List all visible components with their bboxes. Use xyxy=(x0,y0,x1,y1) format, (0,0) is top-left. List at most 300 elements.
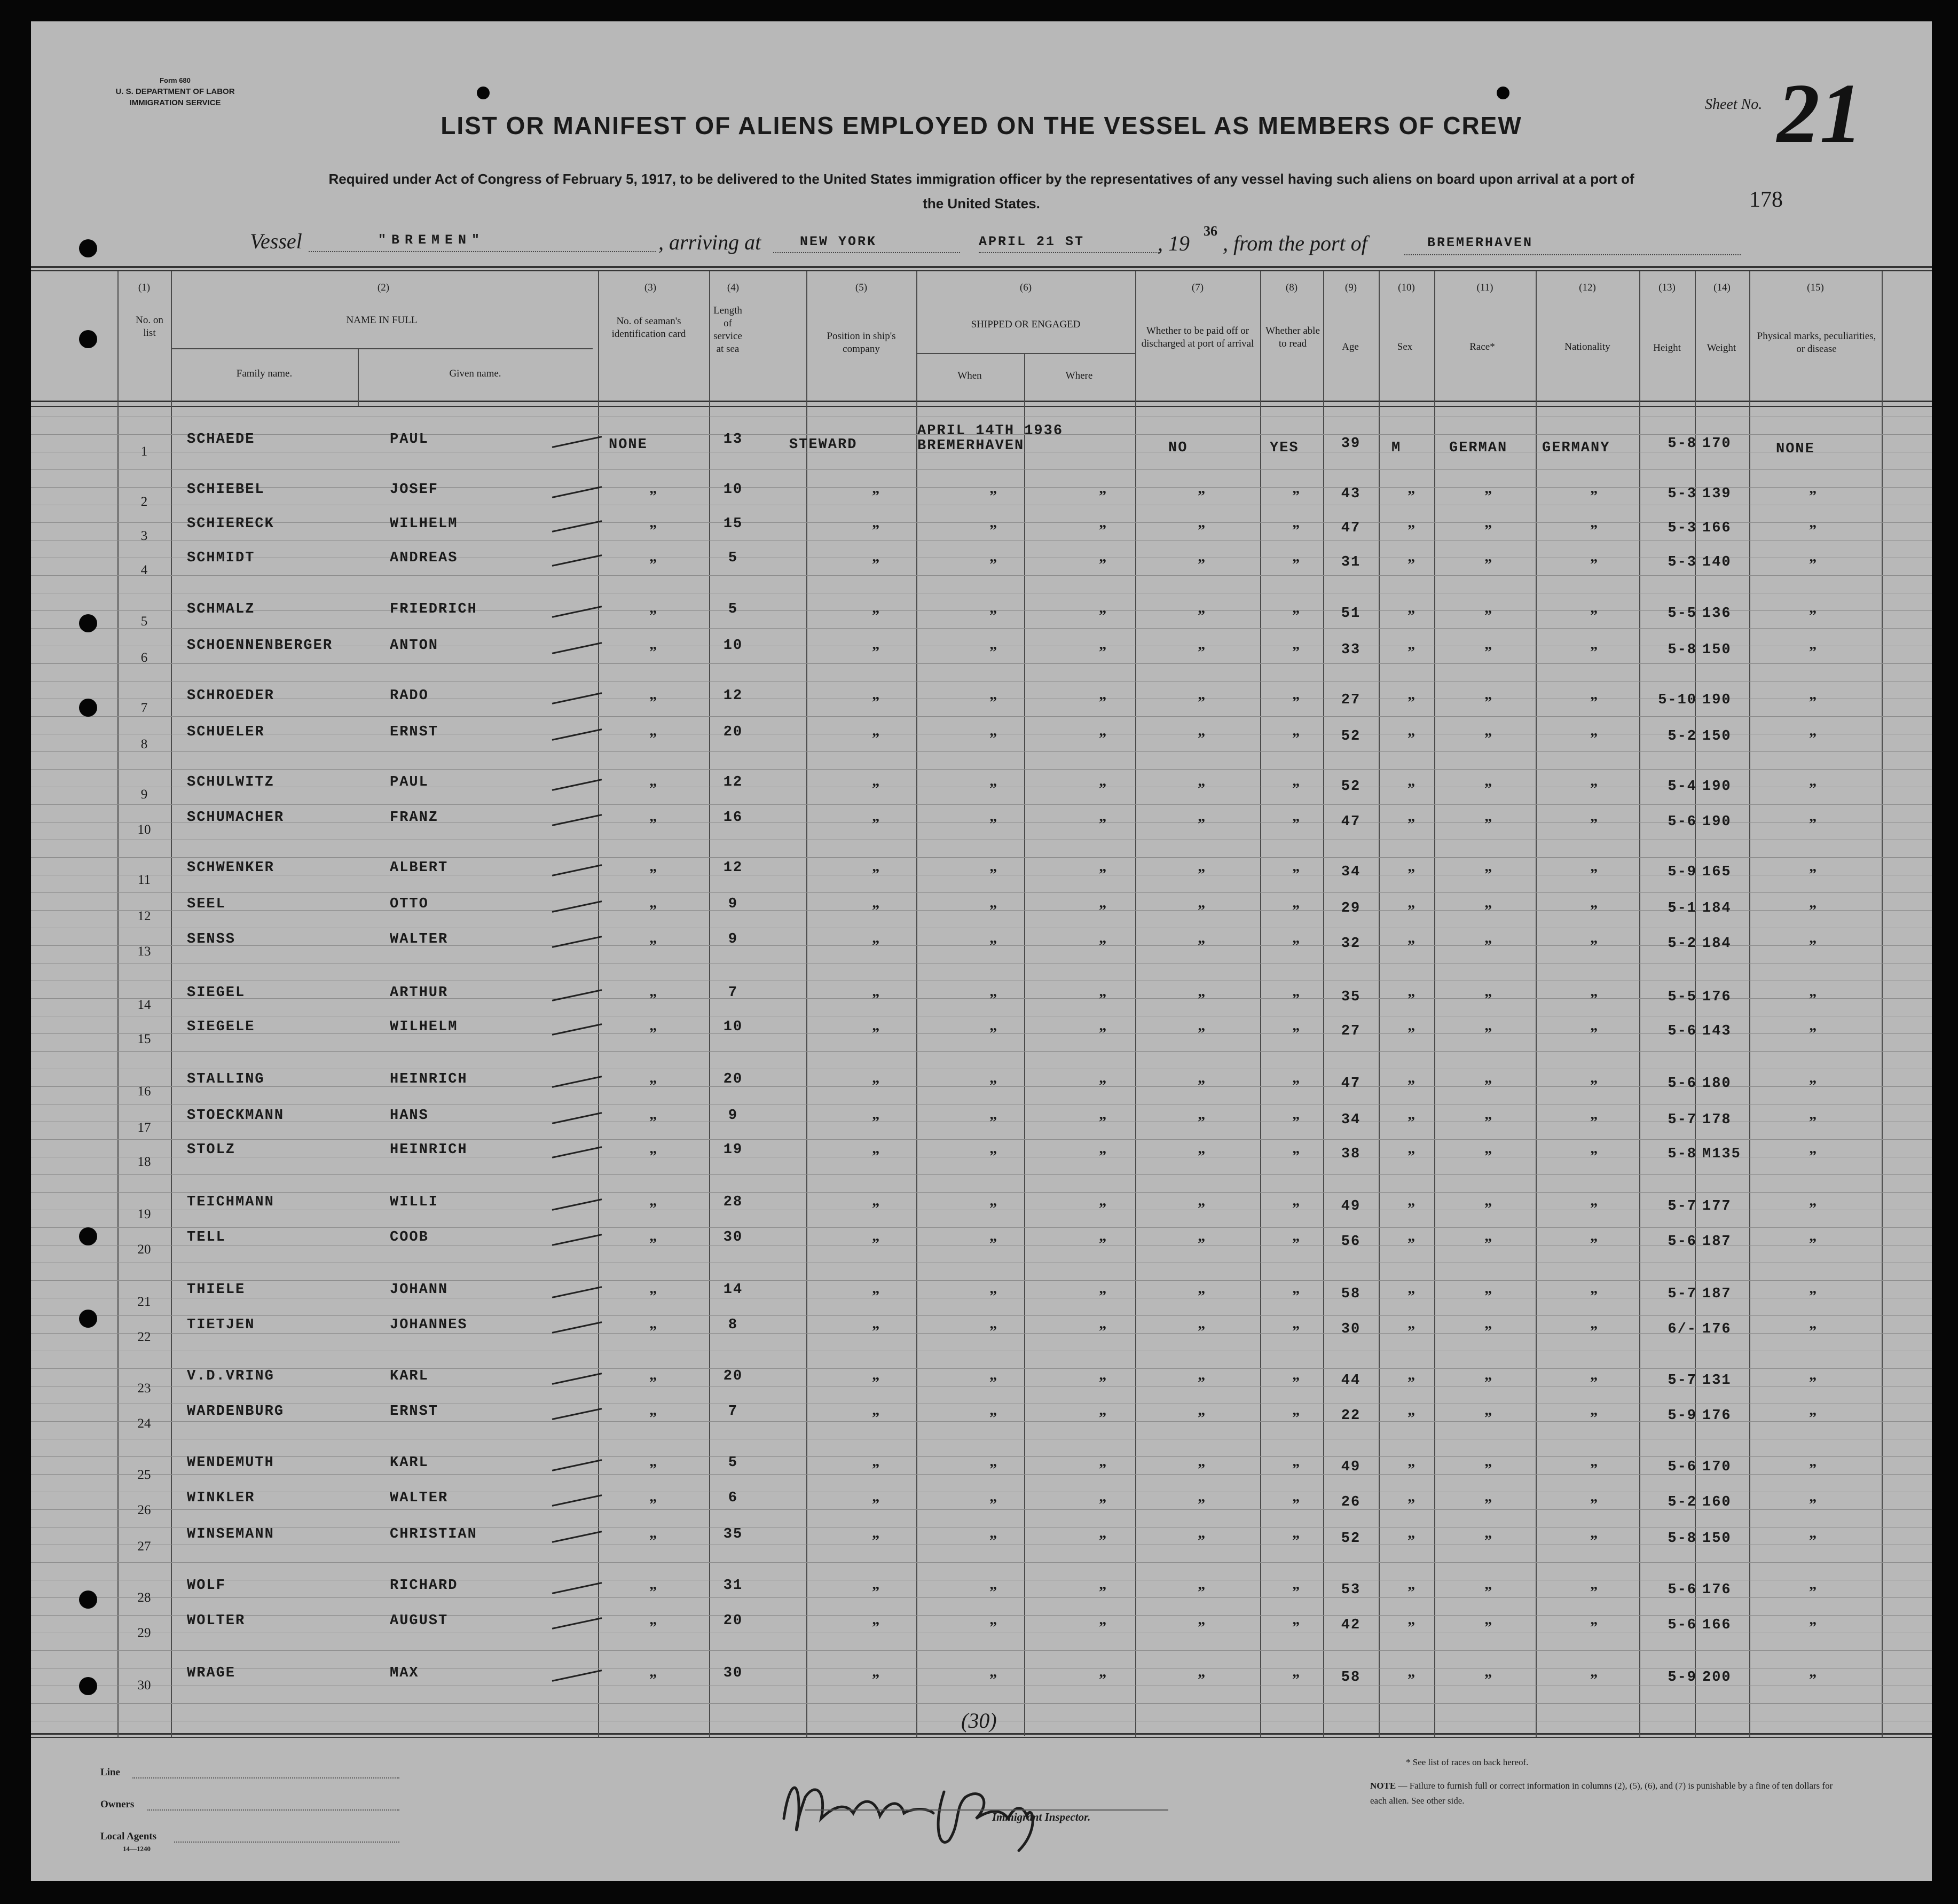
ruled-line xyxy=(31,628,1932,629)
pencil-check-mark xyxy=(552,779,602,791)
ditto-mark: ” xyxy=(1484,903,1492,919)
inspector-signature xyxy=(768,1760,1067,1856)
id-card-value: NONE xyxy=(609,437,648,453)
ditto-mark: ” xyxy=(1407,694,1415,711)
ditto-mark: ” xyxy=(649,991,657,1008)
given-name: HEINRICH xyxy=(390,1071,468,1087)
height: 6/- xyxy=(1668,1321,1697,1337)
length-of-service: 5 xyxy=(728,1455,738,1471)
ditto-mark: ” xyxy=(649,1619,657,1636)
age: 47 xyxy=(1341,1076,1361,1092)
length-of-service: 9 xyxy=(728,1108,738,1124)
ditto-mark: ” xyxy=(1484,1672,1492,1688)
ditto-mark: ” xyxy=(872,1672,879,1688)
length-of-service: 12 xyxy=(723,688,743,704)
header-length-of-service: Length of service at sea xyxy=(713,305,742,355)
ditto-mark: ” xyxy=(1099,1672,1106,1688)
ditto-mark: ” xyxy=(1809,866,1817,883)
row-number: 10 xyxy=(137,822,151,837)
weight: 190 xyxy=(1702,814,1732,830)
ruled-line xyxy=(31,1051,1932,1052)
ditto-mark: ” xyxy=(872,781,879,797)
row-number: 4 xyxy=(140,563,148,577)
column-rule xyxy=(1434,271,1435,1737)
ditto-mark: ” xyxy=(872,1584,879,1601)
length-of-service: 20 xyxy=(723,724,743,740)
pencil-check-mark xyxy=(552,1286,602,1298)
ditto-mark: ” xyxy=(989,488,997,505)
length-of-service: 35 xyxy=(723,1526,743,1542)
ditto-mark: ” xyxy=(1292,866,1300,883)
ditto-mark: ” xyxy=(1198,1410,1205,1427)
row-number: 5 xyxy=(140,614,148,629)
given-name: ALBERT xyxy=(390,860,449,876)
header-height: Height xyxy=(1653,342,1681,354)
ditto-mark: ” xyxy=(1099,1375,1106,1391)
ditto-mark: ” xyxy=(872,1323,879,1340)
ditto-mark: ” xyxy=(649,781,657,797)
weight: 170 xyxy=(1702,436,1732,452)
age: 39 xyxy=(1341,436,1361,452)
ruled-line xyxy=(31,663,1932,664)
nationality-value: GERMANY xyxy=(1542,440,1610,456)
ditto-mark: ” xyxy=(649,866,657,883)
ditto-mark: ” xyxy=(1099,1410,1106,1427)
height: 5-3 xyxy=(1668,486,1697,502)
ditto-mark: ” xyxy=(989,781,997,797)
ditto-mark: ” xyxy=(872,903,879,919)
ditto-mark: ” xyxy=(989,991,997,1008)
ditto-mark: ” xyxy=(1590,816,1598,833)
stamp-number: 178 xyxy=(1749,187,1783,212)
ditto-mark: ” xyxy=(1292,781,1300,797)
weight: 150 xyxy=(1702,642,1732,658)
length-of-service: 5 xyxy=(728,601,738,617)
family-name: WOLTER xyxy=(187,1613,246,1629)
row-number: 12 xyxy=(137,909,151,923)
age: 30 xyxy=(1341,1321,1361,1337)
owners-field xyxy=(147,1809,399,1811)
ditto-mark: ” xyxy=(1099,1078,1106,1094)
age: 42 xyxy=(1341,1617,1361,1633)
ditto-mark: ” xyxy=(1099,991,1106,1008)
height: 5-6 xyxy=(1668,1459,1697,1475)
ditto-mark: ” xyxy=(1198,1619,1205,1636)
ditto-mark: ” xyxy=(1484,1584,1492,1601)
given-name: HANS xyxy=(390,1108,429,1124)
height: 5-8 xyxy=(1668,642,1697,658)
column-number: (12) xyxy=(1579,282,1596,293)
height: 5-2 xyxy=(1668,728,1697,745)
age: 43 xyxy=(1341,486,1361,502)
family-name: SEEL xyxy=(187,896,226,912)
height: 5-6 xyxy=(1668,1076,1697,1092)
family-name: SENSS xyxy=(187,931,236,947)
given-name: HEINRICH xyxy=(390,1142,468,1158)
ruled-line xyxy=(31,769,1932,770)
ditto-mark: ” xyxy=(1099,1114,1106,1131)
ditto-mark: ” xyxy=(989,1078,997,1094)
ditto-mark: ” xyxy=(872,1148,879,1165)
height: 5-9 xyxy=(1668,1670,1697,1686)
pencil-check-mark xyxy=(552,814,602,826)
length-of-service: 9 xyxy=(728,931,738,947)
header-sex: Sex xyxy=(1397,341,1413,352)
length-of-service: 16 xyxy=(723,810,743,826)
column-number: (1) xyxy=(138,282,151,293)
ditto-mark: ” xyxy=(1809,608,1817,624)
age: 44 xyxy=(1341,1373,1361,1389)
ditto-mark: ” xyxy=(1484,557,1492,573)
weight: 190 xyxy=(1702,692,1732,708)
ditto-mark: ” xyxy=(989,1584,997,1601)
pencil-check-mark xyxy=(552,936,602,948)
age: 56 xyxy=(1341,1234,1361,1250)
pencil-check-mark xyxy=(552,728,602,741)
column-rule xyxy=(1749,271,1750,1737)
ditto-mark: ” xyxy=(1198,557,1205,573)
family-name: TIETJEN xyxy=(187,1317,255,1333)
pencil-check-mark xyxy=(552,989,602,1001)
length-of-service: 10 xyxy=(723,1019,743,1035)
column-rule xyxy=(1379,271,1380,1737)
ditto-mark: ” xyxy=(1292,557,1300,573)
family-name: WOLF xyxy=(187,1578,226,1594)
agents-label: Local Agents xyxy=(100,1831,157,1842)
ditto-mark: ” xyxy=(1590,1288,1598,1305)
age: 33 xyxy=(1341,642,1361,658)
ditto-mark: ” xyxy=(1198,644,1205,661)
age: 27 xyxy=(1341,692,1361,708)
given-name: WILLI xyxy=(390,1194,439,1210)
weight: 184 xyxy=(1702,936,1732,952)
ditto-mark: ” xyxy=(1809,1148,1817,1165)
given-name: ARTHUR xyxy=(390,985,449,1001)
ditto-mark: ” xyxy=(1590,991,1598,1008)
ditto-mark: ” xyxy=(1809,1461,1817,1478)
manifest-sheet xyxy=(31,21,1932,1881)
arrival-port-value: NEW YORK xyxy=(800,234,877,249)
binder-hole xyxy=(79,699,97,717)
ditto-mark: ” xyxy=(872,816,879,833)
ditto-mark: ” xyxy=(989,1288,997,1305)
length-of-service: 10 xyxy=(723,638,743,654)
ditto-mark: ” xyxy=(1292,1148,1300,1165)
ditto-mark: ” xyxy=(1590,1323,1598,1340)
ditto-mark: ” xyxy=(1407,1114,1415,1131)
ditto-mark: ” xyxy=(1407,1323,1415,1340)
arrival-date-value: APRIL 21 ST xyxy=(979,234,1085,249)
ditto-mark: ” xyxy=(1407,1496,1415,1513)
ditto-mark: ” xyxy=(1809,1496,1817,1513)
header-family-name: Family name. xyxy=(236,368,293,379)
row-number: 17 xyxy=(137,1121,151,1135)
ditto-mark: ” xyxy=(1809,1375,1817,1391)
ditto-mark: ” xyxy=(1809,903,1817,919)
ruled-line xyxy=(31,469,1932,470)
given-name: PAUL xyxy=(390,432,429,448)
weight: 178 xyxy=(1702,1112,1732,1128)
ditto-mark: ” xyxy=(989,1323,997,1340)
weight: 166 xyxy=(1702,1617,1732,1633)
ditto-mark: ” xyxy=(872,522,879,539)
ditto-mark: ” xyxy=(989,1375,997,1391)
from-port-value: BREMERHAVEN xyxy=(1427,235,1534,250)
ditto-mark: ” xyxy=(1292,816,1300,833)
race-value: GERMAN xyxy=(1449,440,1508,456)
ditto-mark: ” xyxy=(872,731,879,747)
vessel-value: "BREMEN" xyxy=(378,232,485,248)
length-of-service: 20 xyxy=(723,1071,743,1087)
ditto-mark: ” xyxy=(1590,522,1598,539)
height: 5-5 xyxy=(1668,989,1697,1005)
ditto-mark: ” xyxy=(1809,1672,1817,1688)
ditto-mark: ” xyxy=(872,608,879,624)
weight: 177 xyxy=(1702,1198,1732,1215)
ditto-mark: ” xyxy=(1407,1619,1415,1636)
ditto-mark: ” xyxy=(1099,816,1106,833)
ditto-mark: ” xyxy=(1292,731,1300,747)
weight: 200 xyxy=(1702,1670,1732,1686)
position-value: STEWARD xyxy=(789,437,858,453)
age: 34 xyxy=(1341,1112,1361,1128)
ruled-line xyxy=(31,716,1932,717)
ditto-mark: ” xyxy=(1292,694,1300,711)
height: 5-8 xyxy=(1668,1146,1697,1162)
ditto-mark: ” xyxy=(1590,1148,1598,1165)
ditto-mark: ” xyxy=(1809,694,1817,711)
ditto-mark: ” xyxy=(989,1201,997,1217)
ditto-mark: ” xyxy=(649,1410,657,1427)
ditto-mark: ” xyxy=(1407,1672,1415,1688)
ditto-mark: ” xyxy=(649,522,657,539)
ditto-mark: ” xyxy=(1292,991,1300,1008)
ditto-mark: ” xyxy=(1292,938,1300,954)
header-shipped-or-engaged: SHIPPED OR ENGAGED xyxy=(971,319,1081,330)
ditto-mark: ” xyxy=(1198,903,1205,919)
from-port-label: , from the port of xyxy=(1223,231,1367,255)
ditto-mark: ” xyxy=(1590,1584,1598,1601)
ruled-line xyxy=(31,751,1932,752)
ruled-line xyxy=(31,1562,1932,1563)
ditto-mark: ” xyxy=(989,608,997,624)
family-name: SCHAEDE xyxy=(187,432,255,448)
ditto-mark: ” xyxy=(649,816,657,833)
age: 32 xyxy=(1341,936,1361,952)
races-note: * See list of races on back hereof. xyxy=(1406,1757,1529,1767)
column-rule xyxy=(1135,271,1136,1737)
ditto-mark: ” xyxy=(1484,1533,1492,1549)
ditto-mark: ” xyxy=(649,694,657,711)
header-able-to-read: Whether able to read xyxy=(1265,325,1320,349)
header-name-in-full: NAME IN FULL xyxy=(346,315,418,326)
ditto-mark: ” xyxy=(1292,1114,1300,1131)
column-number: (14) xyxy=(1713,282,1731,293)
length-of-service: 7 xyxy=(728,985,738,1001)
ditto-mark: ” xyxy=(649,1078,657,1094)
given-name: COOB xyxy=(390,1229,429,1245)
ditto-mark: ” xyxy=(1198,938,1205,954)
ditto-mark: ” xyxy=(1198,608,1205,624)
binder-hole xyxy=(79,239,97,257)
weight: 160 xyxy=(1702,1494,1732,1510)
ditto-mark: ” xyxy=(1407,1533,1415,1549)
ditto-mark: ” xyxy=(989,644,997,661)
age: 31 xyxy=(1341,554,1361,570)
ruled-line xyxy=(31,1280,1932,1281)
ditto-mark: ” xyxy=(1590,731,1598,747)
ditto-mark: ” xyxy=(1099,1323,1106,1340)
ditto-mark: ” xyxy=(1590,1619,1598,1636)
vessel-field xyxy=(309,251,656,252)
ditto-mark: ” xyxy=(1484,731,1492,747)
length-of-service: 19 xyxy=(723,1142,743,1158)
pencil-check-mark xyxy=(552,900,602,913)
pencil-check-mark xyxy=(552,554,602,567)
agents-field xyxy=(174,1842,399,1843)
ditto-mark: ” xyxy=(1590,781,1598,797)
ditto-mark: ” xyxy=(1198,694,1205,711)
age: 58 xyxy=(1341,1670,1361,1686)
height: 5-6 xyxy=(1668,814,1697,830)
ditto-mark: ” xyxy=(1099,694,1106,711)
ditto-mark: ” xyxy=(1809,781,1817,797)
age: 49 xyxy=(1341,1198,1361,1215)
ditto-mark: ” xyxy=(1407,781,1415,797)
height: 5-9 xyxy=(1668,864,1697,880)
sheet-number: 21 xyxy=(1777,66,1862,161)
ditto-mark: ” xyxy=(1292,1236,1300,1252)
ditto-mark: ” xyxy=(1292,1078,1300,1094)
ditto-mark: ” xyxy=(1809,1410,1817,1427)
ditto-mark: ” xyxy=(1198,991,1205,1008)
ruled-line xyxy=(31,1368,1932,1369)
column-rule xyxy=(1536,271,1537,1737)
ditto-mark: ” xyxy=(649,644,657,661)
weight: 131 xyxy=(1702,1373,1732,1389)
family-name: SIEGELE xyxy=(187,1019,255,1035)
height: 5-8 xyxy=(1668,436,1697,452)
family-name: SCHOENNENBERGER xyxy=(187,638,333,654)
given-name: OTTO xyxy=(390,896,429,912)
ditto-mark: ” xyxy=(1590,1078,1598,1094)
pencil-check-mark xyxy=(552,1112,602,1124)
ditto-mark: ” xyxy=(649,1533,657,1549)
column-number: (8) xyxy=(1285,282,1298,293)
row-number: 26 xyxy=(137,1503,151,1517)
age: 27 xyxy=(1341,1023,1361,1039)
ditto-mark: ” xyxy=(1809,1323,1817,1340)
given-name: JOHANNES xyxy=(390,1317,468,1333)
ditto-mark: ” xyxy=(1198,522,1205,539)
age: 47 xyxy=(1341,814,1361,830)
row-number: 25 xyxy=(137,1468,151,1482)
ruled-line xyxy=(31,857,1932,858)
length-of-service: 20 xyxy=(723,1368,743,1384)
vessel-label: Vessel xyxy=(250,229,302,253)
ruled-line xyxy=(31,575,1932,576)
given-name: ANTON xyxy=(390,638,439,654)
weight: 143 xyxy=(1702,1023,1732,1039)
given-name: WALTER xyxy=(390,931,449,947)
ditto-mark: ” xyxy=(1099,608,1106,624)
row-number: 29 xyxy=(137,1626,151,1640)
age: 52 xyxy=(1341,1531,1361,1547)
given-name: WALTER xyxy=(390,1490,449,1506)
height: 5-5 xyxy=(1668,606,1697,622)
ditto-mark: ” xyxy=(1198,1114,1205,1131)
length-of-service: 13 xyxy=(723,432,743,448)
ditto-mark: ” xyxy=(1809,644,1817,661)
height: 5-1 xyxy=(1668,900,1697,916)
ditto-mark: ” xyxy=(872,1461,879,1478)
form-block xyxy=(106,75,245,108)
ditto-mark: ” xyxy=(1099,1236,1106,1252)
port-field xyxy=(773,252,960,253)
ditto-mark: ” xyxy=(1484,1288,1492,1305)
pencil-check-mark xyxy=(552,1617,602,1629)
ditto-mark: ” xyxy=(1099,781,1106,797)
ditto-mark: ” xyxy=(1484,938,1492,954)
ruled-line xyxy=(31,1615,1932,1616)
ditto-mark: ” xyxy=(649,1114,657,1131)
ditto-mark: ” xyxy=(649,1323,657,1340)
from-port-field xyxy=(1404,254,1741,255)
ditto-mark: ” xyxy=(872,1619,879,1636)
ditto-mark: ” xyxy=(1407,608,1415,624)
ditto-mark: ” xyxy=(1407,1201,1415,1217)
ditto-mark: ” xyxy=(1292,1584,1300,1601)
given-name: PAUL xyxy=(390,774,429,790)
family-name: WINKLER xyxy=(187,1490,255,1506)
column-rule xyxy=(1882,271,1883,1737)
ditto-mark: ” xyxy=(1590,1461,1598,1478)
ditto-mark: ” xyxy=(872,694,879,711)
weight: M135 xyxy=(1702,1146,1741,1162)
ruled-line xyxy=(31,1315,1932,1316)
row-number: 20 xyxy=(137,1242,151,1257)
ditto-mark: ” xyxy=(649,1201,657,1217)
ditto-mark: ” xyxy=(1590,557,1598,573)
ditto-mark: ” xyxy=(872,1078,879,1094)
ditto-mark: ” xyxy=(1198,1533,1205,1549)
column-number: (10) xyxy=(1398,282,1415,293)
header-when: When xyxy=(957,370,982,381)
ditto-mark: ” xyxy=(989,1533,997,1549)
given-name: FRIEDRICH xyxy=(390,601,477,617)
row-number: 11 xyxy=(137,873,151,887)
pencil-check-mark xyxy=(552,1531,602,1543)
binder-hole xyxy=(79,1227,97,1245)
pencil-check-mark xyxy=(552,1373,602,1385)
height: 5-6 xyxy=(1668,1234,1697,1250)
weight: 136 xyxy=(1702,606,1732,622)
length-of-service: 30 xyxy=(723,1665,743,1681)
ditto-mark: ” xyxy=(1292,1375,1300,1391)
weight: 190 xyxy=(1702,779,1732,795)
given-name: JOHANN xyxy=(390,1282,449,1298)
height: 5-3 xyxy=(1668,554,1697,570)
ditto-mark: ” xyxy=(649,1461,657,1478)
given-name: RICHARD xyxy=(390,1578,458,1594)
ditto-mark: ” xyxy=(1590,903,1598,919)
age: 26 xyxy=(1341,1494,1361,1510)
header-position: Position in ship's company xyxy=(827,331,896,355)
header-weight: Weight xyxy=(1707,342,1736,354)
column-number: (3) xyxy=(644,282,657,293)
print-code: 14—1240 xyxy=(123,1845,151,1853)
page-subtitle: Required under Act of Congress of February 5, 1917, to be delivered to the United States immigration officer by the representatives of any vessel having such aliens on board upon arrival at a port of the United States. xyxy=(328,171,1634,211)
